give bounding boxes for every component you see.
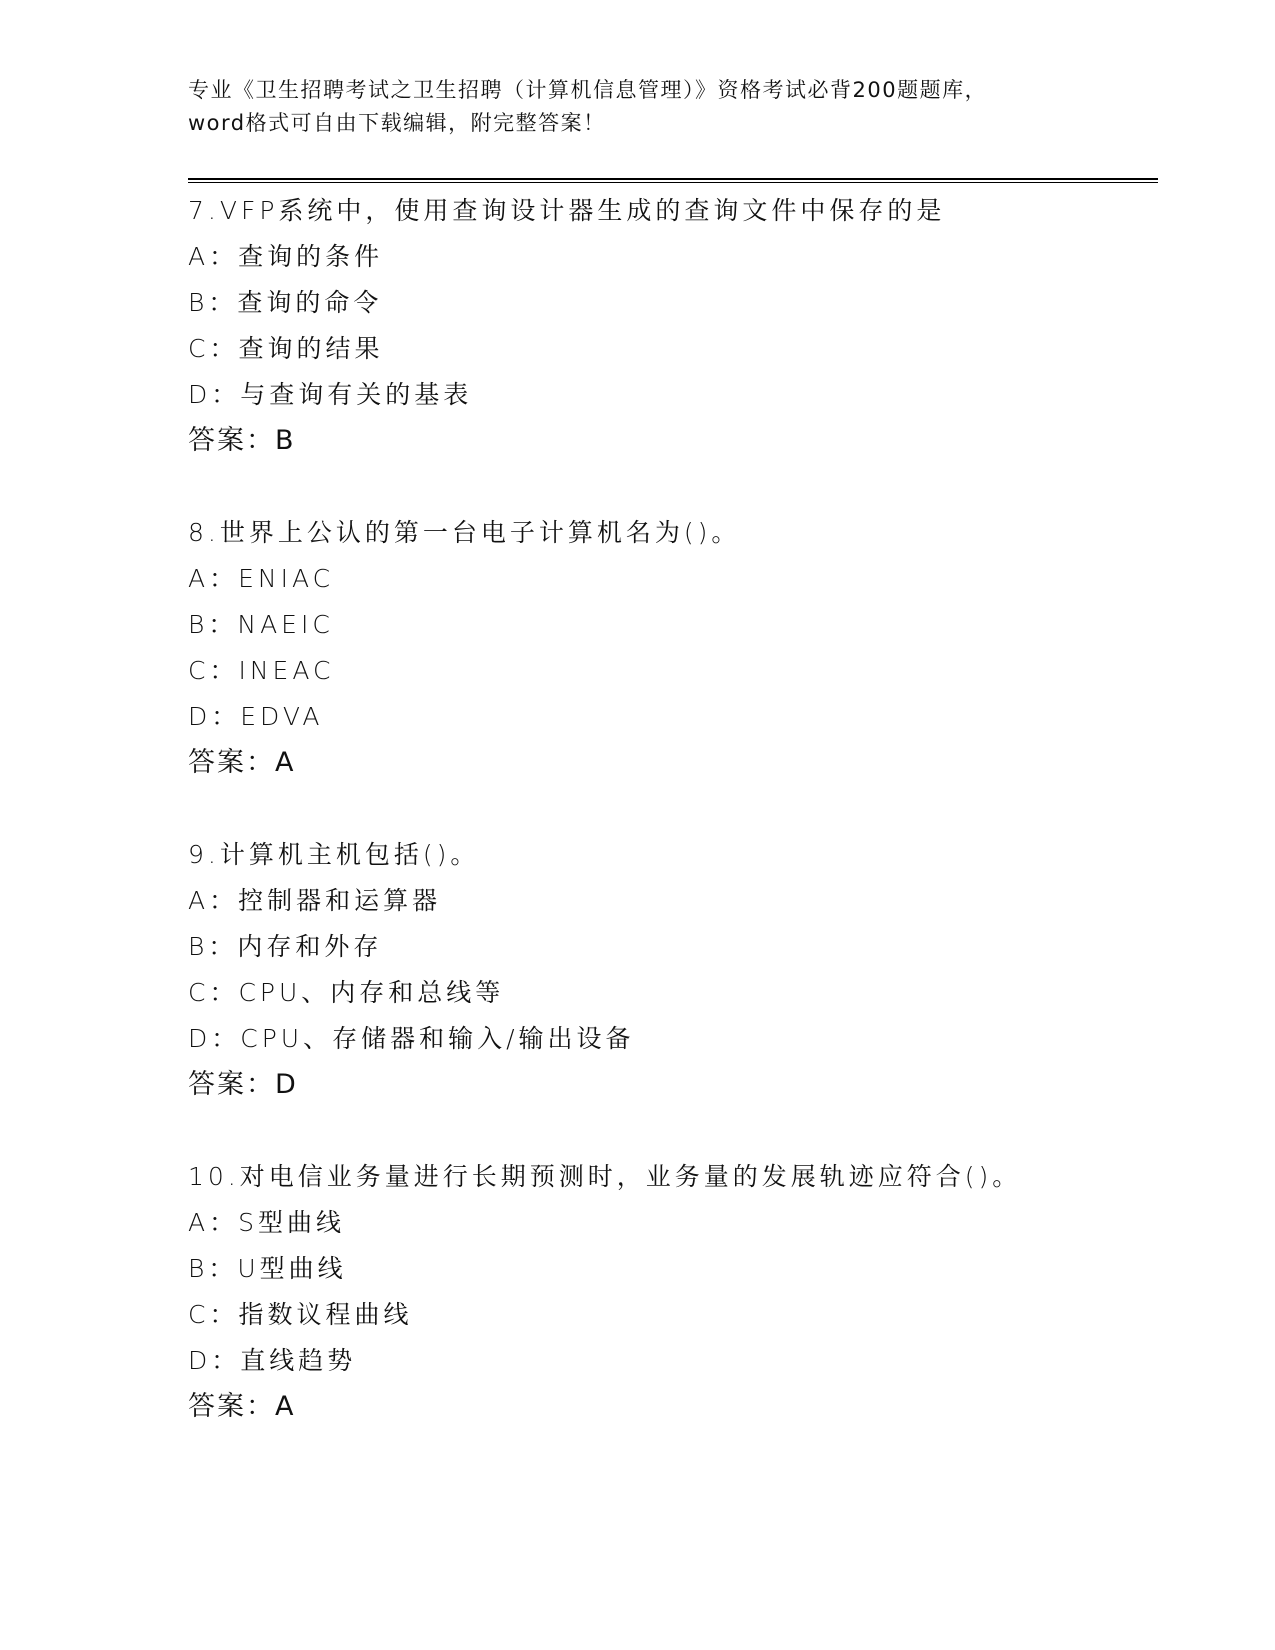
answer: 答案：D	[188, 1069, 298, 1100]
header-line-2: word格式可自由下载编辑，附完整答案！	[188, 111, 606, 135]
option-a: A：S型曲线	[188, 1208, 345, 1237]
option-c: C：INEAC	[188, 656, 335, 685]
divider-thick-line	[188, 178, 1158, 180]
option-a: A：ENIAC	[188, 564, 335, 593]
question-7	[188, 188, 1148, 464]
header-divider	[188, 178, 1158, 183]
option-c: C：CPU、内存和总线等	[188, 978, 505, 1007]
question-9	[188, 832, 1148, 1108]
question-10	[188, 1154, 1148, 1430]
option-d: D：CPU、存储器和输入/输出设备	[188, 1024, 635, 1053]
question-stem: 10.对电信业务量进行长期预测时，业务量的发展轨迹应符合()。	[188, 1162, 1022, 1191]
question-list	[188, 188, 1148, 1476]
divider-thin-line	[188, 182, 1158, 183]
option-d: D：直线趋势	[188, 1346, 357, 1375]
answer: 答案：B	[188, 425, 296, 456]
document-header	[188, 74, 1148, 140]
question-stem: 8.世界上公认的第一台电子计算机名为()。	[188, 518, 741, 547]
question-stem: 7.VFP系统中，使用查询设计器生成的查询文件中保存的是	[188, 196, 946, 225]
header-line-1: 专业《卫生招聘考试之卫生招聘（计算机信息管理）》资格考试必背200题题库，	[188, 78, 988, 102]
option-b: B：内存和外存	[188, 932, 383, 961]
option-a: A：查询的条件	[188, 242, 384, 271]
option-d: D：EDVA	[188, 702, 324, 731]
option-b: B：NAEIC	[188, 610, 334, 639]
answer: 答案：A	[188, 1391, 296, 1422]
option-d: D：与查询有关的基表	[188, 380, 473, 409]
option-b: B：查询的命令	[188, 288, 383, 317]
option-c: C：指数议程曲线	[188, 1300, 413, 1329]
answer: 答案：A	[188, 747, 296, 778]
option-b: B：U型曲线	[188, 1254, 347, 1283]
question-stem: 9.计算机主机包括()。	[188, 840, 480, 869]
question-8	[188, 510, 1148, 786]
option-a: A：控制器和运算器	[188, 886, 442, 915]
option-c: C：查询的结果	[188, 334, 384, 363]
